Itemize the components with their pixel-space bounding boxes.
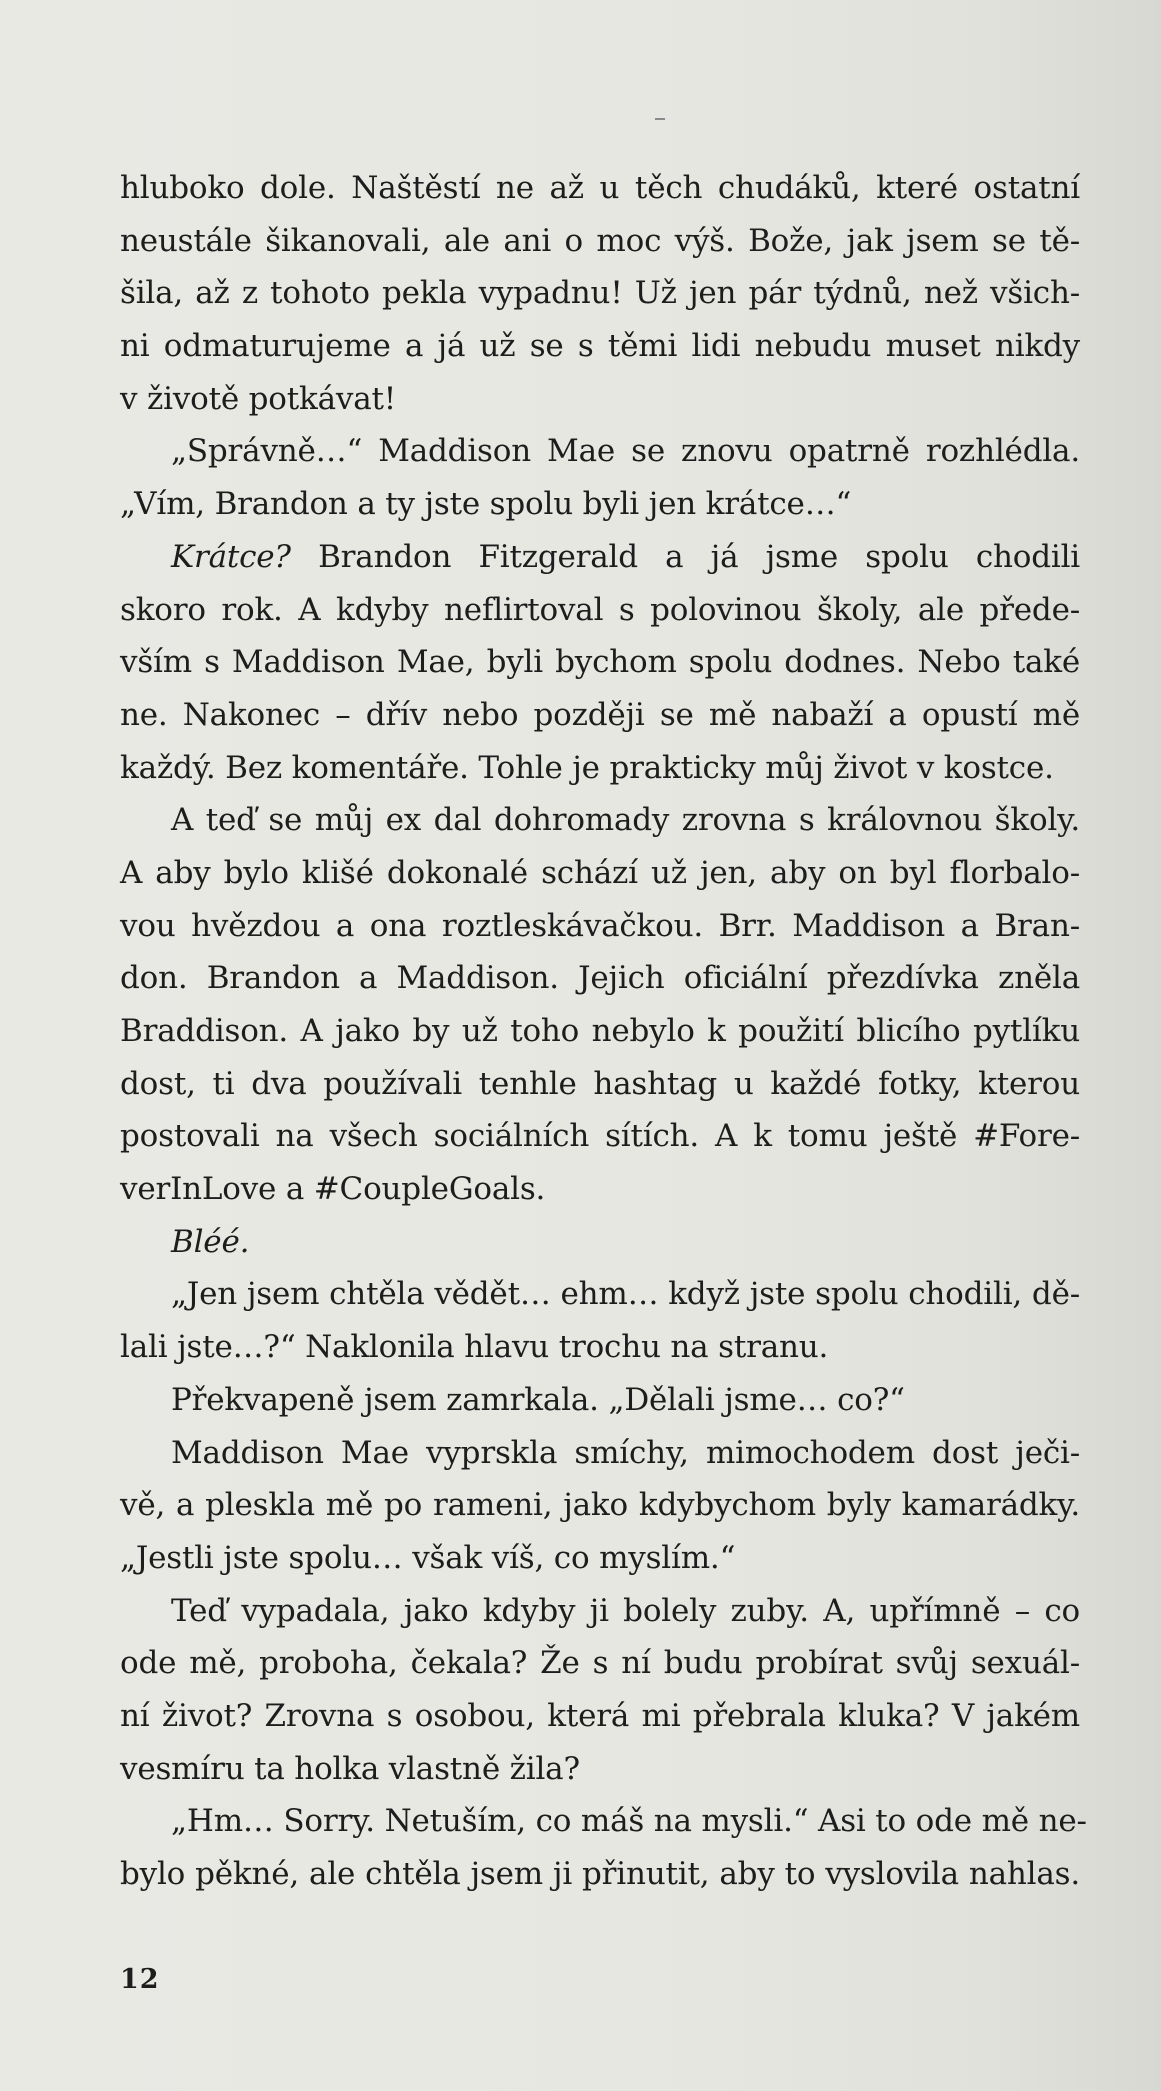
- text-line: vě, a pleskla mě po rameni, jako kdybychom byly kamarádky.: [120, 1487, 1080, 1524]
- text-line: „Hm… Sorry. Netuším, co máš na mysli.“ Asi to ode mě ne-: [171, 1803, 1087, 1840]
- text-line: Maddison Mae vyprskla smíchy, mimochodem dost ječi-: [171, 1434, 1080, 1471]
- text-line: lali jste…?“ Naklonila hlavu trochu na stranu.: [120, 1329, 829, 1366]
- top-dash-mark: [655, 118, 665, 120]
- text-line: šila, až z tohoto pekla vypadnu! Už jen pár týdnů, než všich-: [120, 275, 1080, 312]
- text-line: A teď se můj ex dal dohromady zrovna s královnou školy.: [171, 802, 1080, 839]
- text-line: dost, ti dva používali tenhle hashtag u každé fotky, kterou: [120, 1065, 1080, 1102]
- text-line: ni odmaturujeme a já už se s těmi lidi nebudu muset nikdy: [120, 328, 1080, 365]
- text-line: vou hvězdou a ona roztleskávačkou. Brr. Maddison a Bran-: [120, 907, 1080, 944]
- text-line: „Správně…“ Maddison Mae se znovu opatrně rozhlédla.: [171, 433, 1080, 470]
- text-line: postovali na všech sociálních sítích. A k tomu ještě #Fore-: [120, 1118, 1080, 1155]
- text-line: Bléé.: [171, 1223, 250, 1260]
- text-line: „Jen jsem chtěla vědět… ehm… když jste spolu chodili, dě-: [171, 1276, 1080, 1313]
- text-line: „Jestli jste spolu… však víš, co myslím.“: [120, 1539, 736, 1576]
- text-line: vším s Maddison Mae, byli bychom spolu dodnes. Nebo také: [120, 644, 1080, 681]
- text-line: skoro rok. A kdyby neflirtoval s polovinou školy, ale přede-: [120, 591, 1080, 628]
- text-line: „Vím, Brandon a ty jste spolu byli jen krátce…“: [120, 486, 852, 523]
- text-line: ne. Nakonec – dřív nebo později se mě nabaží a opustí mě: [120, 696, 1080, 733]
- text-line: ní život? Zrovna s osobou, která mi přebrala kluka? V jakém: [120, 1697, 1080, 1734]
- text-line: [120, 531, 1080, 584]
- page-number: 12: [120, 1964, 160, 1995]
- text-line: verInLove a #CoupleGoals.: [120, 1171, 546, 1208]
- italic-phrase: Krátce?: [171, 538, 291, 575]
- text-line: A aby bylo klišé dokonalé schází už jen, aby on byl florbalo-: [120, 854, 1080, 891]
- text-line: v životě potkávat!: [120, 380, 396, 417]
- body-text: [120, 162, 1087, 1901]
- text-line: neustále šikanovali, ale ani o moc výš. Bože, jak jsem se tě-: [120, 222, 1080, 259]
- text-line: bylo pěkné, ale chtěla jsem ji přinutit, aby to vyslovila nahlas.: [120, 1856, 1080, 1892]
- text-line: vesmíru ta holka vlastně žila?: [120, 1750, 580, 1787]
- text-line: Braddison. A jako by už toho nebylo k použití blicího pytlíku: [120, 1013, 1080, 1049]
- text-line: každý. Bez komentáře. Tohle je prakticky můj život v kostce.: [120, 749, 1054, 786]
- text-line: Teď vypadala, jako kdyby ji bolely zuby. A, upřímně – co: [171, 1592, 1080, 1629]
- text-line: don. Brandon a Maddison. Jejich oficiální přezdívka zněla: [120, 960, 1080, 997]
- text-line: hluboko dole. Naštěstí ne až u těch chudáků, které ostatní: [120, 170, 1080, 206]
- text-run: Brandon Fitzgerald a já jsme spolu chodili: [290, 538, 1080, 575]
- text-line: Překvapeně jsem zamrkala. „Dělali jsme… co?“: [171, 1381, 905, 1418]
- text-line: ode mě, proboha, čekala? Že s ní budu probírat svůj sexuál-: [120, 1645, 1080, 1682]
